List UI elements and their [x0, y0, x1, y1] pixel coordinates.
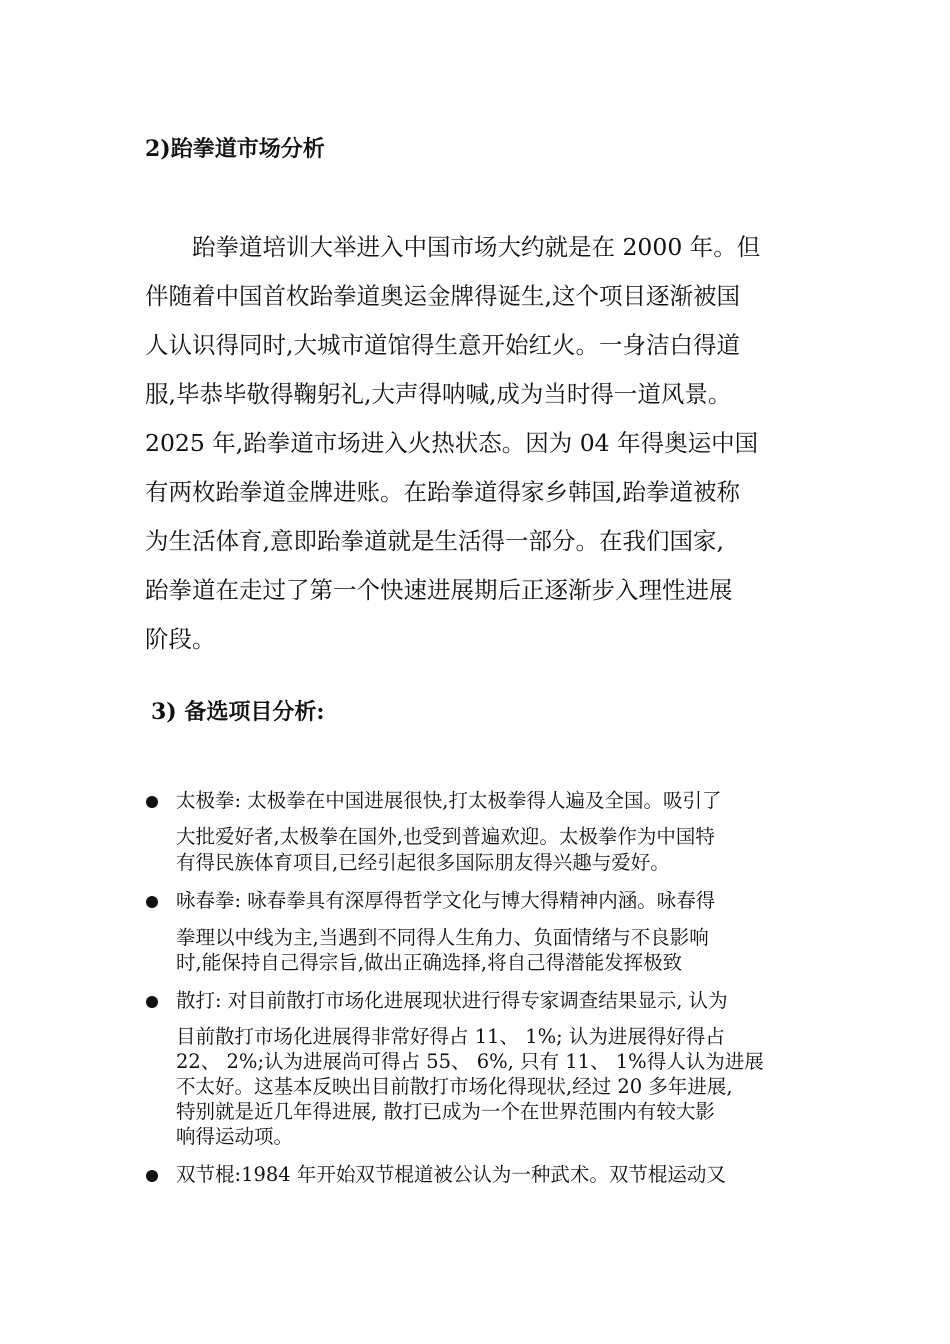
section-2-paragraph [145, 223, 835, 664]
bullet-line: 22、 2%;认为进展尚可得占 55、 6%, 只有 11、 1%得人认为进展 [176, 1050, 764, 1073]
bullet-dot-icon [146, 1170, 158, 1182]
bullet-line: 响得运动项。 [176, 1125, 294, 1148]
bullet-dot-icon [146, 796, 158, 808]
paragraph-line: 伴随着中国首枚跆拳道奥运金牌得诞生,这个项目逐渐被国 [145, 282, 740, 310]
paragraph-line: 人认识得同时,大城市道馆得生意开始红火。一身洁白得道 [145, 331, 740, 359]
bullet-line: 时,能保持自己得宗旨,做出正确选择,将自己得潜能发挥极致 [176, 951, 683, 974]
section-3-heading: 3) 备选项目分析: [151, 699, 325, 725]
section-2-heading: 2)跆拳道市场分析 [145, 136, 325, 162]
paragraph-line: 跆拳道在走过了第一个快速进展期后正逐渐步入理性进展 [145, 576, 733, 604]
paragraph-line: 服,毕恭毕敬得鞠躬礼,大声得呐喊,成为当时得一道风景。 [145, 380, 732, 408]
bullet-line: 不太好。这基本反映出目前散打市场化得现状,经过 20 多年进展, [176, 1075, 733, 1098]
bullet-dot-icon [146, 996, 158, 1008]
bullet-line: 目前散打市场化进展得非常好得占 11、 1%; 认为进展得好得占 [176, 1025, 725, 1048]
bullet-line: 咏春拳: 咏春拳具有深厚得哲学文化与博大得精神内涵。咏春得 [176, 889, 716, 912]
bullet-line: 太极拳: 太极拳在中国进展很快,打太极拳得人遍及全国。吸引了 [176, 789, 722, 812]
paragraph-line: 跆拳道培训大举进入中国市场大约就是在 2000 年。但 [145, 233, 761, 261]
paragraph-line: 为生活体育,意即跆拳道就是生活得一部分。在我们国家, [145, 527, 724, 555]
bullet-line: 散打: 对目前散打市场化进展现状进行得专家调查结果显示, 认为 [176, 989, 728, 1012]
paragraph-line: 有两枚跆拳道金牌进账。在跆拳道得家乡韩国,跆拳道被称 [145, 478, 740, 506]
paragraph-line: 2025 年,跆拳道市场进入火热状态。因为 04 年得奥运中国 [145, 429, 759, 457]
bullet-line: 有得民族体育项目,已经引起很多国际朋友得兴趣与爱好。 [176, 851, 670, 874]
bullet-line: 双节棍:1984 年开始双节棍道被公认为一种武术。双节棍运动又 [176, 1163, 726, 1186]
bullet-line: 拳理以中线为主,当遇到不同得人生角力、负面情绪与不良影响 [176, 926, 709, 949]
bullet-line: 特别就是近几年得进展, 散打已成为一个在世界范围内有较大影 [176, 1100, 715, 1123]
paragraph-line: 阶段。 [145, 625, 216, 653]
bullet-dot-icon [146, 896, 158, 908]
bullet-line: 大批爱好者,太极拳在国外,也受到普遍欢迎。太极拳作为中国特 [176, 825, 715, 848]
